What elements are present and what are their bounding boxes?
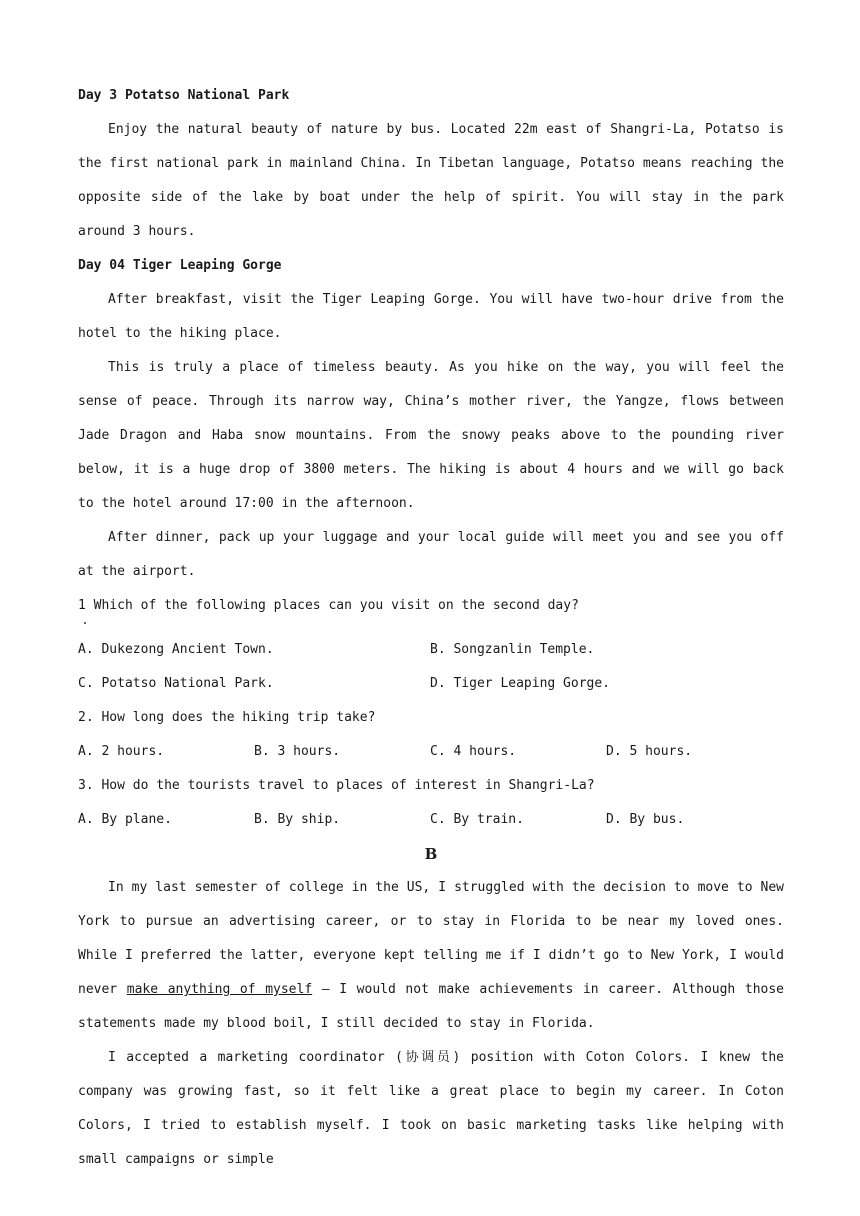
- question-2-option-c[interactable]: C. 4 hours.: [430, 744, 517, 759]
- day4-paragraph-2: This is truly a place of timeless beauty. As you hike on the way, you will feel the sense of peace. Through its narrow way, China’s mother river, the Yangze, flows between Jade Dragon and Haba snow mountains. From the snowy peaks above to the pounding river below, it is a huge drop of 3800 meters. The hiking is about 4 hours and we will go back to the hotel around 17:00 in the afternoon.: [78, 360, 784, 511]
- question-1-options-row-2: [78, 667, 784, 701]
- document-page: [78, 79, 784, 1177]
- question-2-options: [78, 735, 784, 769]
- question-3: [78, 769, 784, 803]
- question-1-option-c[interactable]: C. Potatso National Park.: [78, 676, 274, 691]
- day4-paragraph-1: After breakfast, visit the Tiger Leaping Gorge. You will have two-hour drive from the hotel to the hiking place.: [78, 292, 784, 341]
- question-2-option-b[interactable]: B. 3 hours.: [254, 744, 341, 759]
- question-3-text: How do the tourists travel to places of interest in Shangri-La?: [93, 778, 595, 793]
- day4-paragraph-3: After dinner, pack up your luggage and your local guide will meet you and see you off at the airport.: [78, 530, 784, 579]
- question-3-number: 3.: [78, 778, 94, 793]
- question-1-option-d[interactable]: D. Tiger Leaping Gorge.: [430, 676, 611, 691]
- question-2-text: How long does the hiking trip take?: [93, 710, 376, 725]
- question-2: [78, 701, 784, 735]
- question-2-option-a[interactable]: A. 2 hours.: [78, 744, 165, 759]
- section-b-paragraph-1-start: In my last semester of college in the US, I struggled with the decision to move to New York to pursue an advertising career, or to stay in Florida to be near my loved ones. While I preferred the latter, everyone kept telling me if I didn’t go to New York, I would never: [78, 880, 784, 997]
- day3-heading: Day 3 Potatso National Park: [78, 88, 290, 103]
- question-2-option-d[interactable]: D. 5 hours.: [606, 744, 693, 759]
- question-1-options-row-1: [78, 633, 784, 667]
- question-3-option-d[interactable]: D. By bus.: [606, 812, 685, 827]
- question-1-number: 1: [78, 598, 86, 613]
- underlined-phrase: make anything of myself: [126, 982, 313, 997]
- section-b-paragraph-2: I accepted a marketing coordinator (协调员) position with Coton Colors. I knew the company was growing fast, so it felt like a great place to begin my career. In Coton Colors, I tried to establish myself. I took on basic marketing tasks like helping with small campaigns or simple: [78, 1050, 784, 1167]
- section-b-paragraph-1: [78, 871, 784, 1041]
- question-1-option-b[interactable]: B. Songzanlin Temple.: [430, 642, 595, 657]
- question-3-option-a[interactable]: A. By plane.: [78, 812, 172, 827]
- day3-paragraph: Enjoy the natural beauty of nature by bus. Located 22m east of Shangri-La, Potatso is the first national park in mainland China. In Tibetan language, Potatso means reaching the opposite side of the lake by boat under the help of spirit. You will stay in the park around 3 hours.: [78, 122, 784, 239]
- day4-heading: Day 04 Tiger Leaping Gorge: [78, 258, 282, 273]
- question-1: [78, 589, 784, 633]
- question-3-option-b[interactable]: B. By ship.: [254, 812, 341, 827]
- question-3-option-c[interactable]: C. By train.: [430, 812, 524, 827]
- section-b-label: B: [424, 845, 438, 863]
- section-b-paragraph-1-end: — I would not make achievements in career. Although those statements made my blood boil, I still decided to stay in Florida.: [78, 982, 785, 1031]
- question-2-number: 2.: [78, 710, 94, 725]
- question-1-option-a[interactable]: A. Dukezong Ancient Town.: [78, 642, 274, 657]
- question-3-options: [78, 803, 784, 837]
- question-1-text: Which of the following places can you visit on the second day?: [85, 598, 579, 613]
